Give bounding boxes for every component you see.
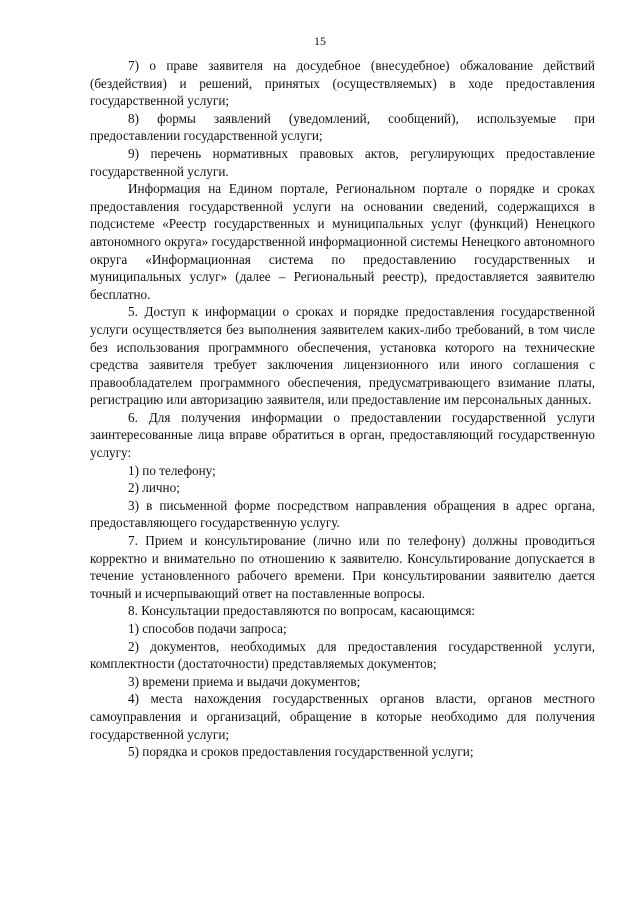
paragraph-item-9: 9) перечень нормативных правовых актов, регулирующих предоставление государственной услуги. (90, 145, 595, 179)
page-number: 15 (314, 34, 326, 48)
paragraph-section-8: 8. Консультации предоставляются по вопросам, касающимся: (128, 603, 476, 619)
paragraph-s8-item-4: 4) места нахождения государственных органов власти, органов местного самоуправления и организаций, обращение в которые необходимо для получения государственной услуги; (90, 691, 595, 742)
paragraph-info-portal: Информация на Едином портале, Региональном портале о порядке и сроках предоставления государственной услуги на основании сведений, содержащихся в подсистеме «Реестр государственных и муниципальных услуг (функций) Ненецкого автономного округа» государственной информационной системы Ненецкого автономного округа «Информационная система по предоставлению государственных и муниципальных услуг» (далее – Региональный реестр), предоставляется заявителю бесплатно. (90, 181, 595, 302)
paragraph-section-5: 5. Доступ к информации о сроках и порядке предоставления государственной услуги осуществляется без выполнения заявителем каких-либо требований, в том числе без использования программного обеспечения, установка которого на технические средства заявителя требует заключения лицензионного или иного соглашения с правообладателем программного обеспечения, предусматривающего взимание платы, регистрацию или авторизацию заявителя, или предоставление им персональных данных. (90, 304, 595, 408)
paragraph-s8-item-3: 3) времени приема и выдачи документов; (128, 673, 361, 689)
paragraph-s8-item-1: 1) способов подачи запроса; (128, 621, 287, 636)
paragraph-section-6: 6. Для получения информации о предоставлении государственной услуги заинтересованные лица вправе обратиться в орган, предоставляющий государственную услугу: (90, 409, 595, 461)
document-body (90, 57, 595, 761)
paragraph-s8-item-5: 5) порядка и сроков предоставления государственной услуги; (128, 744, 474, 760)
paragraph-s6-item-2: 2) лично; (128, 480, 180, 496)
paragraph-item-8: 8) формы заявлений (уведомлений, сообщений), используемые при предоставлении государственной услуги; (90, 110, 595, 144)
paragraph-s6-item-1: 1) по телефону; (128, 462, 216, 478)
paragraph-s8-item-2: 2) документов, необходимых для предоставления государственной услуги, комплектности (достаточности) представляемых документов; (90, 638, 595, 672)
paragraph-item-7: 7) о праве заявителя на досудебное (внесудебное) обжалование действий (бездействия) и решений, принятых (осуществляемых) в ходе предоставления государственной услуги; (90, 58, 595, 109)
paragraph-section-7: 7. Прием и консультирование (лично или по телефону) должны проводиться корректно и внимательно по отношению к заявителю. Консультирование допускается в течение установленного рабочего времени. При консультировании заявителю дается точный и исчерпывающий ответ на поставленные вопросы. (90, 533, 595, 601)
paragraph-s6-item-3: 3) в письменной форме посредством направления обращения в адрес органа, предоставляющего государственную услугу. (90, 497, 595, 531)
